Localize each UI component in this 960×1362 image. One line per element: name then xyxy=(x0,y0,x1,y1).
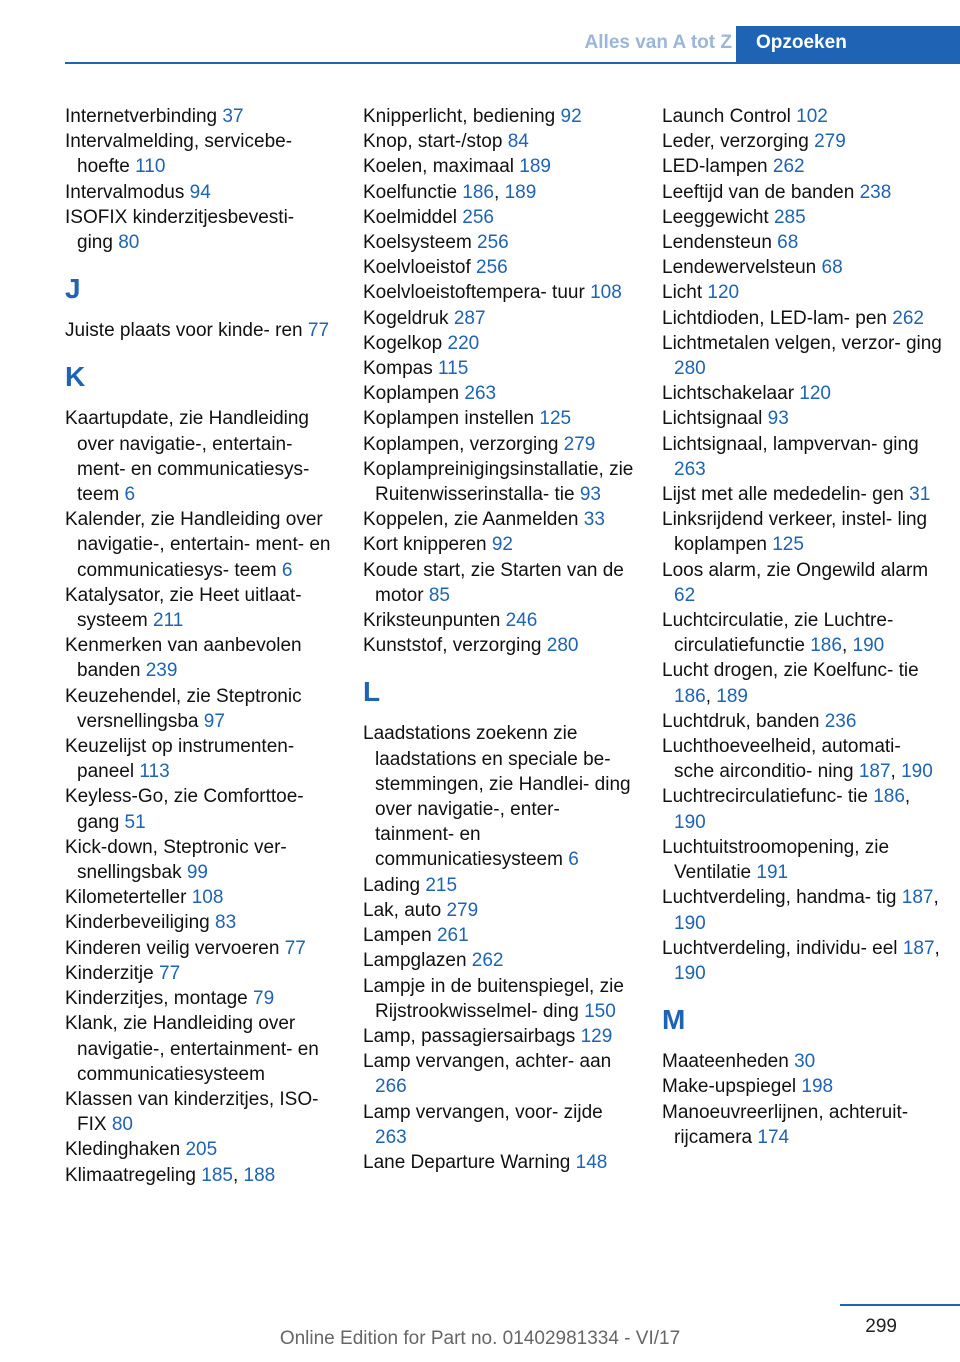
index-entry-term: Koelvloeistof xyxy=(363,257,477,279)
index-letter-heading: J xyxy=(65,273,81,305)
index-entry xyxy=(363,331,635,356)
page-reference-link[interactable]: 125 xyxy=(772,534,804,556)
page-reference-link[interactable]: 198 xyxy=(801,1076,834,1098)
page-reference-link[interactable]: 102 xyxy=(796,106,828,127)
index-entry-term: Lichtschakelaar xyxy=(662,383,800,405)
index-entry xyxy=(363,255,635,280)
index-entry xyxy=(65,885,335,910)
index-entry-term: Luchtdruk, banden xyxy=(662,710,825,732)
header-rule xyxy=(65,62,960,64)
index-entry xyxy=(662,180,944,205)
index-entry-term: Intervalmelding, servicebe‐ hoefte xyxy=(65,131,293,178)
index-entry-term: Lamp vervangen, achter‐ aan xyxy=(363,1051,612,1073)
index-entry-term: Kinderbeveiliging xyxy=(65,912,215,934)
index-column-2 xyxy=(363,104,635,1175)
page-reference-link[interactable]: 110 xyxy=(135,156,166,178)
index-entry xyxy=(363,532,635,557)
index-entry-term: Klimaatregeling xyxy=(65,1164,202,1186)
index-entry-term: Lak, auto xyxy=(363,899,447,921)
page-reference-link[interactable]: 186 xyxy=(810,635,842,657)
index-entry-term: Kogelkop xyxy=(363,332,448,354)
page-reference-link[interactable]: 261 xyxy=(436,925,469,947)
index-entry-term: Lichtmetalen velgen, verzor‐ ging xyxy=(662,332,942,354)
page-reference-link[interactable]: 68 xyxy=(777,232,799,254)
index-entry xyxy=(363,230,635,255)
index-entry xyxy=(363,633,635,658)
page-reference-link[interactable]: 239 xyxy=(145,660,178,682)
index-entry-term: Lading xyxy=(363,874,426,896)
index-entry xyxy=(662,154,944,179)
page-reference-link[interactable]: 190 xyxy=(901,761,933,783)
index-entry-term: Lijst met alle mededelin‐ gen xyxy=(662,484,910,506)
index-entry-term: Lichtsignaal xyxy=(662,408,768,430)
index-column-3 xyxy=(662,104,944,1150)
index-entry xyxy=(662,558,944,608)
index-entry-term: Kriksteunpunten xyxy=(363,610,506,632)
index-entry xyxy=(662,381,944,406)
index-entry-term: Lendewervelsteun xyxy=(662,257,822,279)
index-entry xyxy=(363,608,635,633)
index-entry-term: Koplampen xyxy=(363,383,465,405)
index-entry xyxy=(65,1011,335,1087)
index-entry-term: Kalender, zie Handleiding over navigatie-, entertain‐ ment- en communicatiesys‐ teem xyxy=(65,509,331,581)
index-entry-term: LED-lampen xyxy=(662,156,773,178)
index-entry xyxy=(363,104,635,129)
index-entry xyxy=(363,406,635,431)
index-entry-term: Koelen, maximaal xyxy=(363,156,520,178)
page-reference-link[interactable]: 125 xyxy=(539,408,572,430)
page-reference-link[interactable]: 191 xyxy=(756,862,789,884)
index-entry-term: Kledinghaken xyxy=(65,1139,186,1161)
page-reference-link[interactable]: 6 xyxy=(281,559,293,581)
page-reference-link[interactable]: 189 xyxy=(519,156,551,178)
index-letter-heading: M xyxy=(662,1004,686,1036)
index-entry-term: Lampglazen xyxy=(363,950,472,972)
page-reference-link[interactable]: 77 xyxy=(284,937,306,959)
index-entry-term: Luchthoeveelheid, automati‐ sche airconditio‐ ning xyxy=(662,736,901,783)
index-entry-term: Kaartupdate, zie Handleiding over navigatie-, entertain‐ ment- en communicatiesys‐ teem xyxy=(65,408,310,506)
index-entry-term: Luchtverdeling, handma‐ tig xyxy=(662,887,902,909)
page-reference-link[interactable]: 92 xyxy=(560,106,582,127)
page-reference-link[interactable]: 266 xyxy=(375,1076,407,1098)
index-entry: Luchtverdeling, individu‐ eel 187, 190 xyxy=(662,937,940,984)
index-entry-term: Klank, zie Handleiding over navigatie-, entertainment- en communicatiesysteem xyxy=(65,1013,319,1085)
index-entry xyxy=(65,910,335,935)
index-entry xyxy=(65,961,335,986)
page-reference-link[interactable]: 83 xyxy=(215,912,237,934)
page-reference-link[interactable]: 211 xyxy=(153,610,184,632)
index-entry xyxy=(65,318,335,343)
index-entry xyxy=(662,104,944,129)
index-entry-term: Koplampen, verzorging xyxy=(363,433,564,455)
index-entry xyxy=(662,331,944,381)
footer-rule xyxy=(840,1304,960,1306)
page-reference-link[interactable]: 187 xyxy=(902,937,935,959)
index-entry-term: Knipperlicht, bediening xyxy=(363,106,561,127)
index-entry-term: Keuzelijst op instrumenten‐ paneel xyxy=(65,736,295,783)
page-reference-link[interactable]: 186 xyxy=(873,786,905,808)
page-reference-link[interactable]: 94 xyxy=(189,181,211,203)
index-entry: Luchtcirculatie, zie Luchtre‐ circulatiefunctie 186, 190 xyxy=(662,610,894,657)
page-reference-link[interactable]: 93 xyxy=(579,484,601,506)
index-letter-heading: L xyxy=(363,676,381,708)
index-entry xyxy=(363,873,635,898)
index-entry xyxy=(363,923,635,948)
page-reference-link[interactable]: 77 xyxy=(159,962,181,984)
index-letter-heading: K xyxy=(65,361,86,393)
page-reference-link[interactable]: 256 xyxy=(462,206,494,228)
page-reference-link[interactable]: 99 xyxy=(186,862,208,884)
index-entry-term: Lampje in de buitenspiegel, zie Rijstrookwisselmel‐ ding xyxy=(363,975,624,1022)
page-reference-link[interactable]: 150 xyxy=(584,1000,616,1022)
index-entry xyxy=(662,280,944,305)
page-reference-link[interactable]: 68 xyxy=(821,257,843,279)
page-reference-link[interactable]: 120 xyxy=(799,383,831,405)
page-reference-link[interactable]: 92 xyxy=(491,534,513,556)
index-entry: Koelfunctie 186, 189 xyxy=(363,181,537,203)
index-entry-term: Kinderzitjes, montage xyxy=(65,988,253,1010)
index-entry: Luchthoeveelheid, automati‐ sche airconditio‐ ning 187, 190 xyxy=(662,736,933,783)
page-reference-link[interactable]: 148 xyxy=(575,1151,608,1173)
index-entry-term: Loos alarm, zie Ongewild alarm xyxy=(662,559,929,581)
index-entry-term: Koude start, zie Starten van de motor xyxy=(363,559,624,606)
index-entry-term: Lichtdioden, LED-lam‐ pen xyxy=(662,307,893,329)
page-reference-link[interactable]: 215 xyxy=(425,874,458,896)
page-reference-link[interactable]: 262 xyxy=(471,950,504,972)
index-entry-term: Luchtverdeling, individu‐ eel xyxy=(662,937,903,959)
index-entry xyxy=(662,1100,944,1150)
page-reference-link[interactable]: 31 xyxy=(909,484,931,506)
page-reference-link[interactable]: 287 xyxy=(453,307,486,329)
index-entry-term: Lucht drogen, zie Koelfunc‐ tie xyxy=(662,660,919,682)
index-entry xyxy=(363,948,635,973)
index-entry-term: Koelvloeistoftempera‐ tuur xyxy=(363,282,591,304)
index-entry-term: Kick-down, Steptronic ver‐ snellingsbak xyxy=(65,836,287,884)
page-reference-link[interactable]: 285 xyxy=(773,206,806,228)
index-entry xyxy=(65,205,335,255)
index-entry-term: Linksrijdend verkeer, instel‐ ling koplampen xyxy=(662,509,928,556)
index-entry xyxy=(65,104,335,129)
index-entry-term: Kogeldruk xyxy=(363,307,454,329)
index-entry xyxy=(363,356,635,381)
page-reference-link[interactable]: 80 xyxy=(118,232,140,254)
page-reference-link[interactable]: 205 xyxy=(185,1139,218,1161)
index-entry xyxy=(363,1049,635,1099)
page-reference-link[interactable]: 79 xyxy=(253,988,275,1010)
index-entry xyxy=(662,482,944,507)
page-reference-link[interactable]: 77 xyxy=(307,320,330,342)
page-reference-link[interactable]: 236 xyxy=(824,710,857,732)
page-reference-link[interactable]: 97 xyxy=(203,710,225,732)
index-entry xyxy=(363,721,635,872)
index-entry-term: Lampen xyxy=(363,925,437,947)
page-reference-link[interactable]: 262 xyxy=(772,156,805,178)
header-section-title: Alles van A tot Z xyxy=(584,32,732,53)
index-entry xyxy=(363,1150,635,1175)
index-entry-term: Maateenheden xyxy=(662,1051,795,1073)
footer-edition: Online Edition for Part no. 01402981334 - VI/17 xyxy=(279,1328,681,1349)
page-reference-link[interactable]: 6 xyxy=(568,849,579,871)
page-reference-link[interactable]: 93 xyxy=(767,408,789,430)
index-entry xyxy=(363,1100,635,1150)
index-entry-term: Make-upspiegel xyxy=(662,1076,802,1098)
page-reference-link[interactable]: 263 xyxy=(464,383,497,405)
index-entry xyxy=(65,684,335,734)
index-entry xyxy=(65,406,335,507)
page-reference-link[interactable]: 108 xyxy=(191,887,224,909)
index-entry xyxy=(662,406,944,431)
index-entry xyxy=(65,1137,335,1162)
index-entry xyxy=(662,1049,944,1074)
index-entry xyxy=(363,432,635,457)
index-entry xyxy=(662,129,944,154)
index-entry-term: Lamp vervangen, voor‐ zijde xyxy=(363,1101,603,1123)
index-entry-term: Kort knipperen xyxy=(363,534,492,556)
index-entry xyxy=(363,457,635,507)
page-reference-link[interactable]: 190 xyxy=(674,811,706,833)
index-entry xyxy=(662,507,944,557)
index-entry-term: Lane Departure Warning xyxy=(363,1151,576,1173)
page-reference-link[interactable]: 174 xyxy=(757,1126,790,1148)
page-reference-link[interactable]: 120 xyxy=(707,282,740,304)
page-reference-link[interactable]: 187 xyxy=(901,887,934,909)
index-entry xyxy=(662,835,944,885)
page-reference-link[interactable]: 113 xyxy=(139,761,170,783)
index-entry-term: Luchtrecirculatiefunc‐ tie xyxy=(662,786,874,808)
index-entry xyxy=(662,432,944,482)
page-reference-link[interactable]: 238 xyxy=(859,181,892,203)
page-reference-link[interactable]: 51 xyxy=(124,811,146,833)
index-entry-term: Katalysator, zie Heet uitlaat‐ systeem xyxy=(65,584,302,632)
index-entry xyxy=(65,986,335,1011)
index-entry xyxy=(363,558,635,608)
index-entry xyxy=(363,1024,635,1049)
index-entry-term: Lamp, passagiersairbags xyxy=(363,1025,581,1047)
index-entry-term: Intervalmodus xyxy=(65,181,190,203)
index-entry xyxy=(662,1074,944,1099)
page-number: 299 xyxy=(865,1316,897,1337)
index-entry-term: Kenmerken van aanbevolen banden xyxy=(65,635,302,682)
index-entry-term: Licht xyxy=(662,282,708,304)
page-reference-link[interactable]: 188 xyxy=(243,1164,276,1186)
index-entry xyxy=(363,280,635,305)
page-reference-link[interactable]: 6 xyxy=(124,484,136,506)
index-entry-term: ISOFIX kinderzitjesbevesti‐ ging xyxy=(65,206,295,254)
index-entry-term: Internetverbinding xyxy=(65,106,223,127)
index-entry xyxy=(65,583,335,633)
index-entry xyxy=(363,154,635,179)
page-reference-link[interactable]: 108 xyxy=(590,282,622,304)
index-entry xyxy=(363,974,635,1024)
index-entry-term: Kinderzitje xyxy=(65,962,159,984)
index-entry-term: Kilometerteller xyxy=(65,887,192,909)
index-entry-term: Leder, verzorging xyxy=(662,131,815,153)
page-reference-link[interactable]: 256 xyxy=(476,257,508,279)
index-entry xyxy=(363,507,635,532)
index-entry xyxy=(65,507,335,583)
page-reference-link[interactable]: 220 xyxy=(447,332,480,354)
page-reference-link[interactable]: 189 xyxy=(504,181,537,203)
index-entry xyxy=(65,633,335,683)
index-entry: Luchtverdeling, handma‐ tig 187, 190 xyxy=(662,887,939,934)
page-reference-link[interactable]: 85 xyxy=(428,584,450,606)
page-reference-link[interactable]: 190 xyxy=(674,962,706,984)
page-reference-link[interactable]: 37 xyxy=(222,106,244,127)
index-entry xyxy=(363,306,635,331)
index-entry-term: Kunststof, verzorging xyxy=(363,635,547,657)
page-reference-link[interactable]: 30 xyxy=(794,1051,816,1073)
index-entry xyxy=(662,205,944,230)
page-reference-link[interactable]: 263 xyxy=(674,458,706,480)
index-entry-term: Leeftijd van de banden xyxy=(662,181,860,203)
index-entry xyxy=(65,180,335,205)
index-entry-term: Keyless-Go, zie Comforttoe‐ gang xyxy=(65,786,304,833)
index-entry-term: Knop, start-/stop xyxy=(363,131,508,153)
page-reference-link[interactable]: 62 xyxy=(674,584,696,606)
index-entry-term: Manoeuvreerlijnen, achteruit‐ rijcamera xyxy=(662,1101,909,1148)
index-entry-term: Koplampen instellen xyxy=(363,408,540,430)
page-reference-link[interactable]: 84 xyxy=(507,131,529,153)
index-entry xyxy=(65,1087,335,1137)
index-entry: Klimaatregeling 185, 188 xyxy=(65,1164,276,1186)
index-entry-term: Leeggewicht xyxy=(662,206,774,228)
page-reference-link[interactable]: 262 xyxy=(892,307,924,329)
index-entry xyxy=(662,255,944,280)
page-reference-link[interactable]: 280 xyxy=(674,358,706,380)
page-reference-link[interactable]: 279 xyxy=(563,433,596,455)
page-reference-link[interactable]: 186 xyxy=(462,181,494,203)
page-reference-link[interactable]: 190 xyxy=(674,912,706,934)
index-entry-term: Kinderen veilig vervoeren xyxy=(65,937,285,959)
page-reference-link[interactable]: 187 xyxy=(858,761,891,783)
index-entry xyxy=(662,306,944,331)
index-entry-term: Juiste plaats voor kinde‐ ren xyxy=(65,320,308,342)
index-entry xyxy=(363,381,635,406)
index-entry-term: Koplampreinigingsinstallatie, zie Ruitenwisserinstalla‐ tie xyxy=(363,458,634,506)
page-reference-link[interactable]: 246 xyxy=(505,610,538,632)
index-entry-term: Luchtuitstroomopening, zie Ventilatie xyxy=(662,836,890,884)
index-entry-term: Laadstations zoekenn zie laadstations en speciale be‐ stemmingen, zie Handlei‐ ding over navigatie-, enter‐ tainment- en communicatiesysteem xyxy=(363,723,631,871)
index-entry xyxy=(662,230,944,255)
index-entry: Luchtrecirculatiefunc‐ tie 186, 190 xyxy=(662,786,911,833)
index-entry-term: Luchtcirculatie, zie Luchtre‐ circulatiefunctie xyxy=(662,610,894,657)
index-entry-term: Launch Control xyxy=(662,106,797,127)
page-reference-link[interactable]: 186 xyxy=(674,685,706,707)
index-entry xyxy=(363,898,635,923)
index-entry-term: Koelfunctie xyxy=(363,181,463,203)
page-reference-link[interactable]: 279 xyxy=(446,899,479,921)
index-entry-term: Lichtsignaal, lampvervan‐ ging xyxy=(662,433,919,455)
index-entry xyxy=(65,129,335,179)
page-reference-link[interactable]: 189 xyxy=(716,685,748,707)
header-tab: Opzoeken xyxy=(736,26,960,62)
page-reference-link[interactable]: 280 xyxy=(546,635,579,657)
page-reference-link[interactable]: 129 xyxy=(580,1025,613,1047)
index-entry xyxy=(65,734,335,784)
index-entry xyxy=(363,129,635,154)
index-entry xyxy=(662,709,944,734)
page-reference-link[interactable]: 256 xyxy=(477,232,509,254)
index-entry xyxy=(65,835,335,885)
page-reference-link[interactable]: 263 xyxy=(375,1126,407,1148)
index-entry-term: Koelmiddel xyxy=(363,206,463,228)
page-reference-link[interactable]: 115 xyxy=(437,358,469,380)
page-reference-link[interactable]: 190 xyxy=(852,635,885,657)
index-entry-term: Koelsysteem xyxy=(363,232,478,254)
index-entry-term: Keuzehendel, zie Steptronic versnellingsba xyxy=(65,685,302,732)
index-entry: Lucht drogen, zie Koelfunc‐ tie 186, 189 xyxy=(662,660,919,707)
page-reference-link[interactable]: 185 xyxy=(201,1164,233,1186)
index-entry xyxy=(65,936,335,961)
index-entry-term: Klassen van kinderzitjes, ISO‐ FIX xyxy=(65,1088,319,1136)
index-column-1 xyxy=(65,104,335,1188)
index-entry-term: Kompas xyxy=(363,358,438,380)
page-reference-link[interactable]: 33 xyxy=(583,509,605,531)
page-reference-link[interactable]: 279 xyxy=(814,131,846,153)
index-entry-term: Lendensteun xyxy=(662,232,778,254)
index-entry xyxy=(65,784,335,834)
page-reference-link[interactable]: 80 xyxy=(111,1114,133,1136)
index-entry xyxy=(363,205,635,230)
index-entry-term: Koppelen, zie Aanmelden xyxy=(363,509,584,531)
